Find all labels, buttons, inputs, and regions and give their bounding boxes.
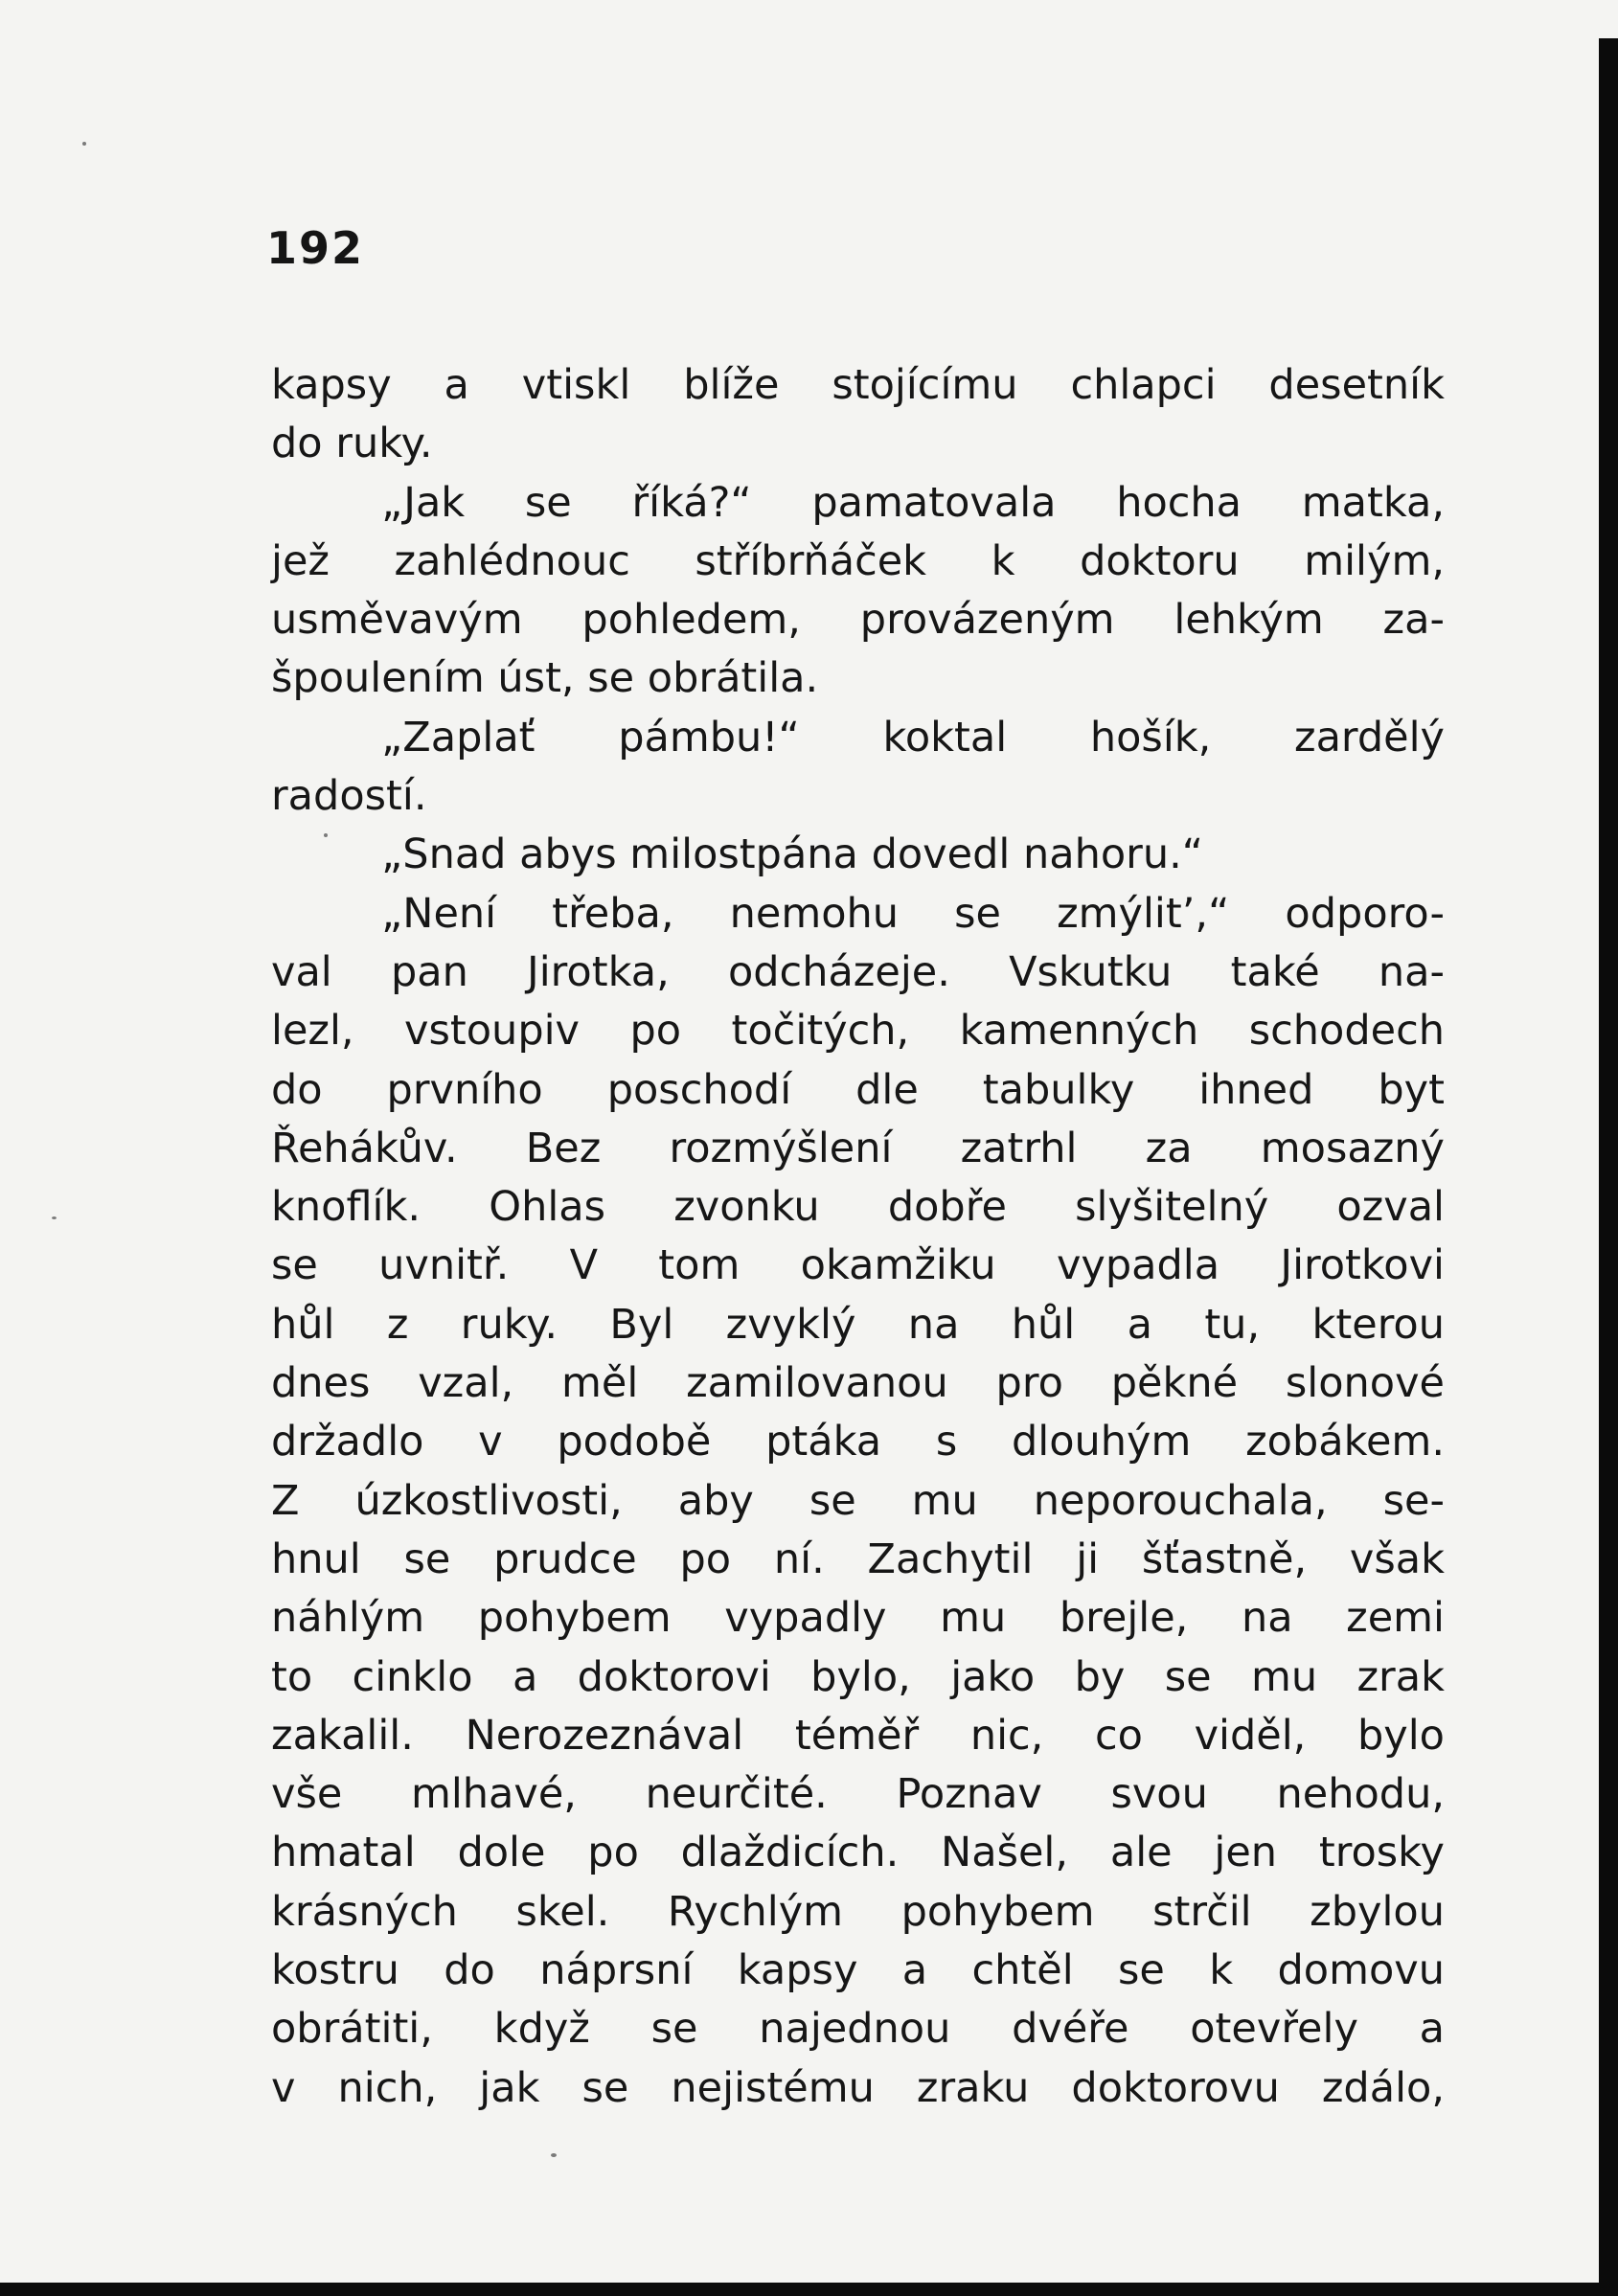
text-line: Řehákův. Bez rozmýšlení zatrhl za mosazný [271, 1124, 1445, 1172]
text-line: „Zaplať pámbu!“ koktal hošík, zardělý [381, 713, 1445, 762]
scan-speck [52, 1216, 57, 1219]
scan-speck [551, 2153, 557, 2157]
text-line: v nich, jak se nejistému zraku doktorovu zdálo, [271, 2063, 1445, 2112]
scan-border-bottom [0, 2283, 1618, 2296]
text-line: špoulením úst, se obrátila. [271, 654, 819, 703]
text-line: „Snad abys milostpána dovedl nahoru.“ [381, 830, 1204, 879]
text-line: náhlým pohybem vypadly mu brejle, na zemi [271, 1594, 1445, 1643]
text-line: Z úzkostlivosti, aby se mu neporouchala, se- [271, 1476, 1445, 1525]
text-line: lezl, vstoupiv po točitých, kamenných schodech [271, 1007, 1445, 1056]
text-line: vše mlhavé, neurčité. Poznav svou nehodu, [271, 1770, 1445, 1819]
text-line: držadlo v podobě ptáka s dlouhým zobákem. [271, 1418, 1445, 1466]
text-line: usměvavým pohledem, provázeným lehkým za- [271, 596, 1445, 645]
text-line: knoflík. Ohlas zvonku dobře slyšitelný ozval [271, 1183, 1445, 1232]
text-line: krásných skel. Rychlým pohybem strčil zbylou [271, 1887, 1445, 1936]
text-line: hmatal dole po dlaždicích. Našel, ale jen trosky [271, 1829, 1445, 1877]
text-line: „Jak se říká?“ pamatovala hocha matka, [381, 478, 1445, 527]
text-line: se uvnitř. V tom okamžiku vypadla Jirotkovi [271, 1241, 1445, 1290]
text-line: to cinklo a doktorovi bylo, jako by se mu zrak [271, 1652, 1445, 1701]
text-line: hnul se prudce po ní. Zachytil ji šťastně, však [271, 1534, 1445, 1583]
scan-speck [82, 142, 86, 146]
text-line: val pan Jirotka, odcházeje. Vskutku také na- [271, 947, 1445, 996]
scan-border-right [1599, 38, 1618, 2296]
text-line: do ruky. [271, 420, 433, 468]
body-text [271, 356, 1445, 2118]
text-line: hůl z ruky. Byl zvyklý na hůl a tu, kterou [271, 1300, 1445, 1349]
text-line: obrátiti, když se najednou dvéře otevřely a [271, 2005, 1445, 2054]
text-line: do prvního poschodí dle tabulky ihned byt [271, 1065, 1445, 1114]
text-line: dnes vzal, měl zamilovanou pro pěkné slonové [271, 1359, 1445, 1408]
text-line: „Není třeba, nemohu se zmýlit’,“ odporo- [381, 889, 1445, 938]
text-line: kostru do náprsní kapsy a chtěl se k domovu [271, 1946, 1445, 1995]
text-line: kapsy a vtiskl blíže stojícímu chlapci desetník [271, 361, 1445, 409]
text-line: radostí. [271, 772, 427, 821]
page-number: 192 [266, 222, 365, 274]
text-line: zakalil. Nerozeznával téměř nic, co viděl, bylo [271, 1711, 1445, 1760]
text-line: jež zahlédnouc stříbrňáček k doktoru milým, [271, 536, 1445, 585]
